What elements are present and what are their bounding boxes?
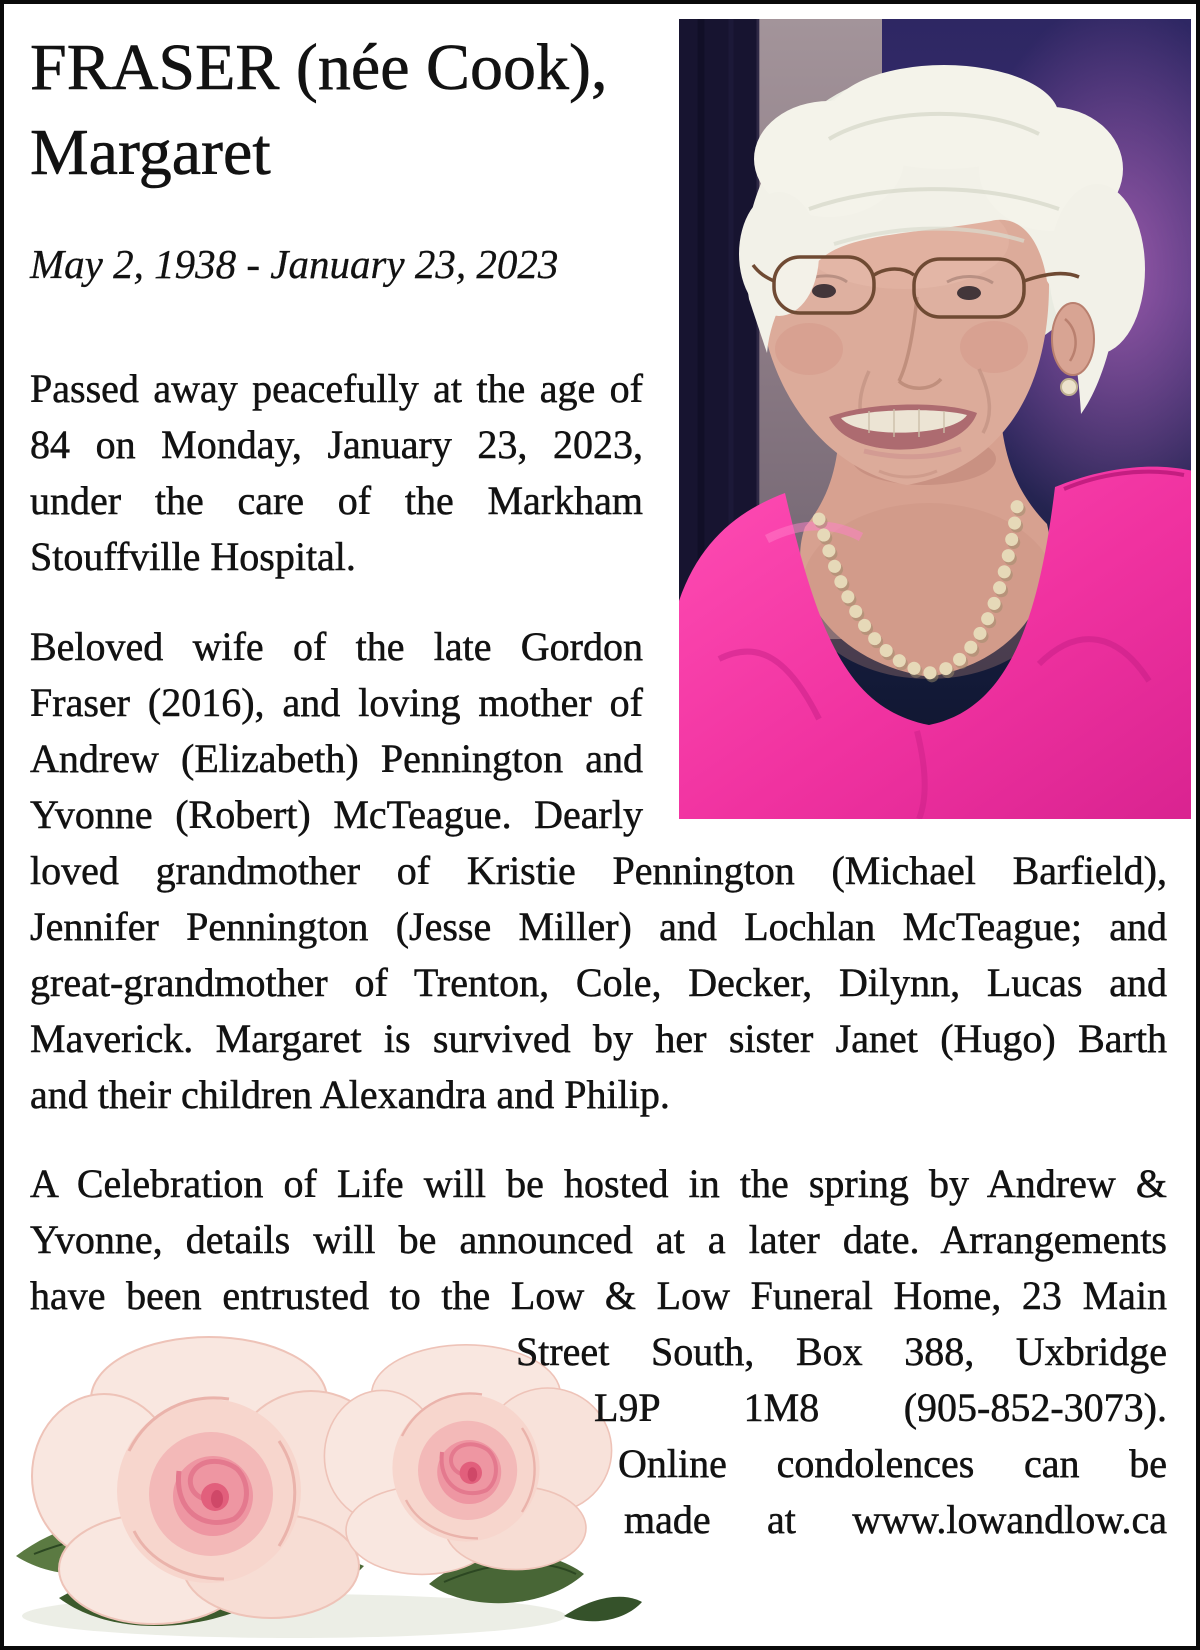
text-line: great-grandmother of Trenton, Cole, Decker, Dilynn, Lucas and: [30, 960, 1167, 1005]
text-line: Beloved wife of the late Gordon: [30, 624, 643, 669]
text-line: Yvonne, details will be announced at a later date. Arrangements: [30, 1217, 1167, 1262]
address-line: Street South, Box 388, Uxbridge: [516, 1329, 1167, 1374]
website-line: made at www.lowandlow.ca: [624, 1497, 1167, 1542]
text-line: Andrew (Elizabeth) Pennington and: [30, 736, 643, 781]
text-line: Jennifer Pennington (Jesse Miller) and Lochlan McTeague; and: [30, 904, 1167, 949]
text-line: Maverick. Margaret is survived by her sister Janet (Hugo) Barth: [30, 1016, 1167, 1061]
postal-phone-line: L9P 1M8 (905-852-3073).: [594, 1385, 1167, 1430]
birth-death-dates: May 2, 1938 - January 23, 2023: [30, 241, 559, 287]
deceased-name-line-1: FRASER (née Cook),: [30, 31, 608, 104]
obituary-paragraph-3: [30, 1156, 1167, 1324]
text-line: Passed away peacefully at the age of: [30, 366, 643, 411]
text-line: have been entrusted to the Low & Low Funeral Home, 23 Main: [30, 1273, 1167, 1318]
condolences-line: Online condolences can be: [618, 1441, 1167, 1486]
text-line: Stouffville Hospital.: [30, 534, 356, 579]
text-line: and their children Alexandra and Philip.: [30, 1072, 670, 1117]
text-line: loved grandmother of Kristie Pennington (Michael Barfield),: [30, 848, 1167, 893]
text-line: 84 on Monday, January 23, 2023,: [30, 422, 643, 467]
text-line: A Celebration of Life will be hosted in the spring by Andrew &: [30, 1161, 1167, 1206]
portrait-photo: [679, 19, 1191, 819]
text-line: Fraser (2016), and loving mother of: [30, 680, 643, 725]
text-line: under the care of the Markham: [30, 478, 643, 523]
obituary-closing: [30, 1324, 1167, 1548]
obituary-text-flow: [30, 25, 1167, 1548]
portrait-illustration: [679, 19, 1191, 819]
text-line: Yvonne (Robert) McTeague. Dearly: [30, 792, 643, 837]
deceased-name-line-2: Margaret: [30, 116, 271, 189]
